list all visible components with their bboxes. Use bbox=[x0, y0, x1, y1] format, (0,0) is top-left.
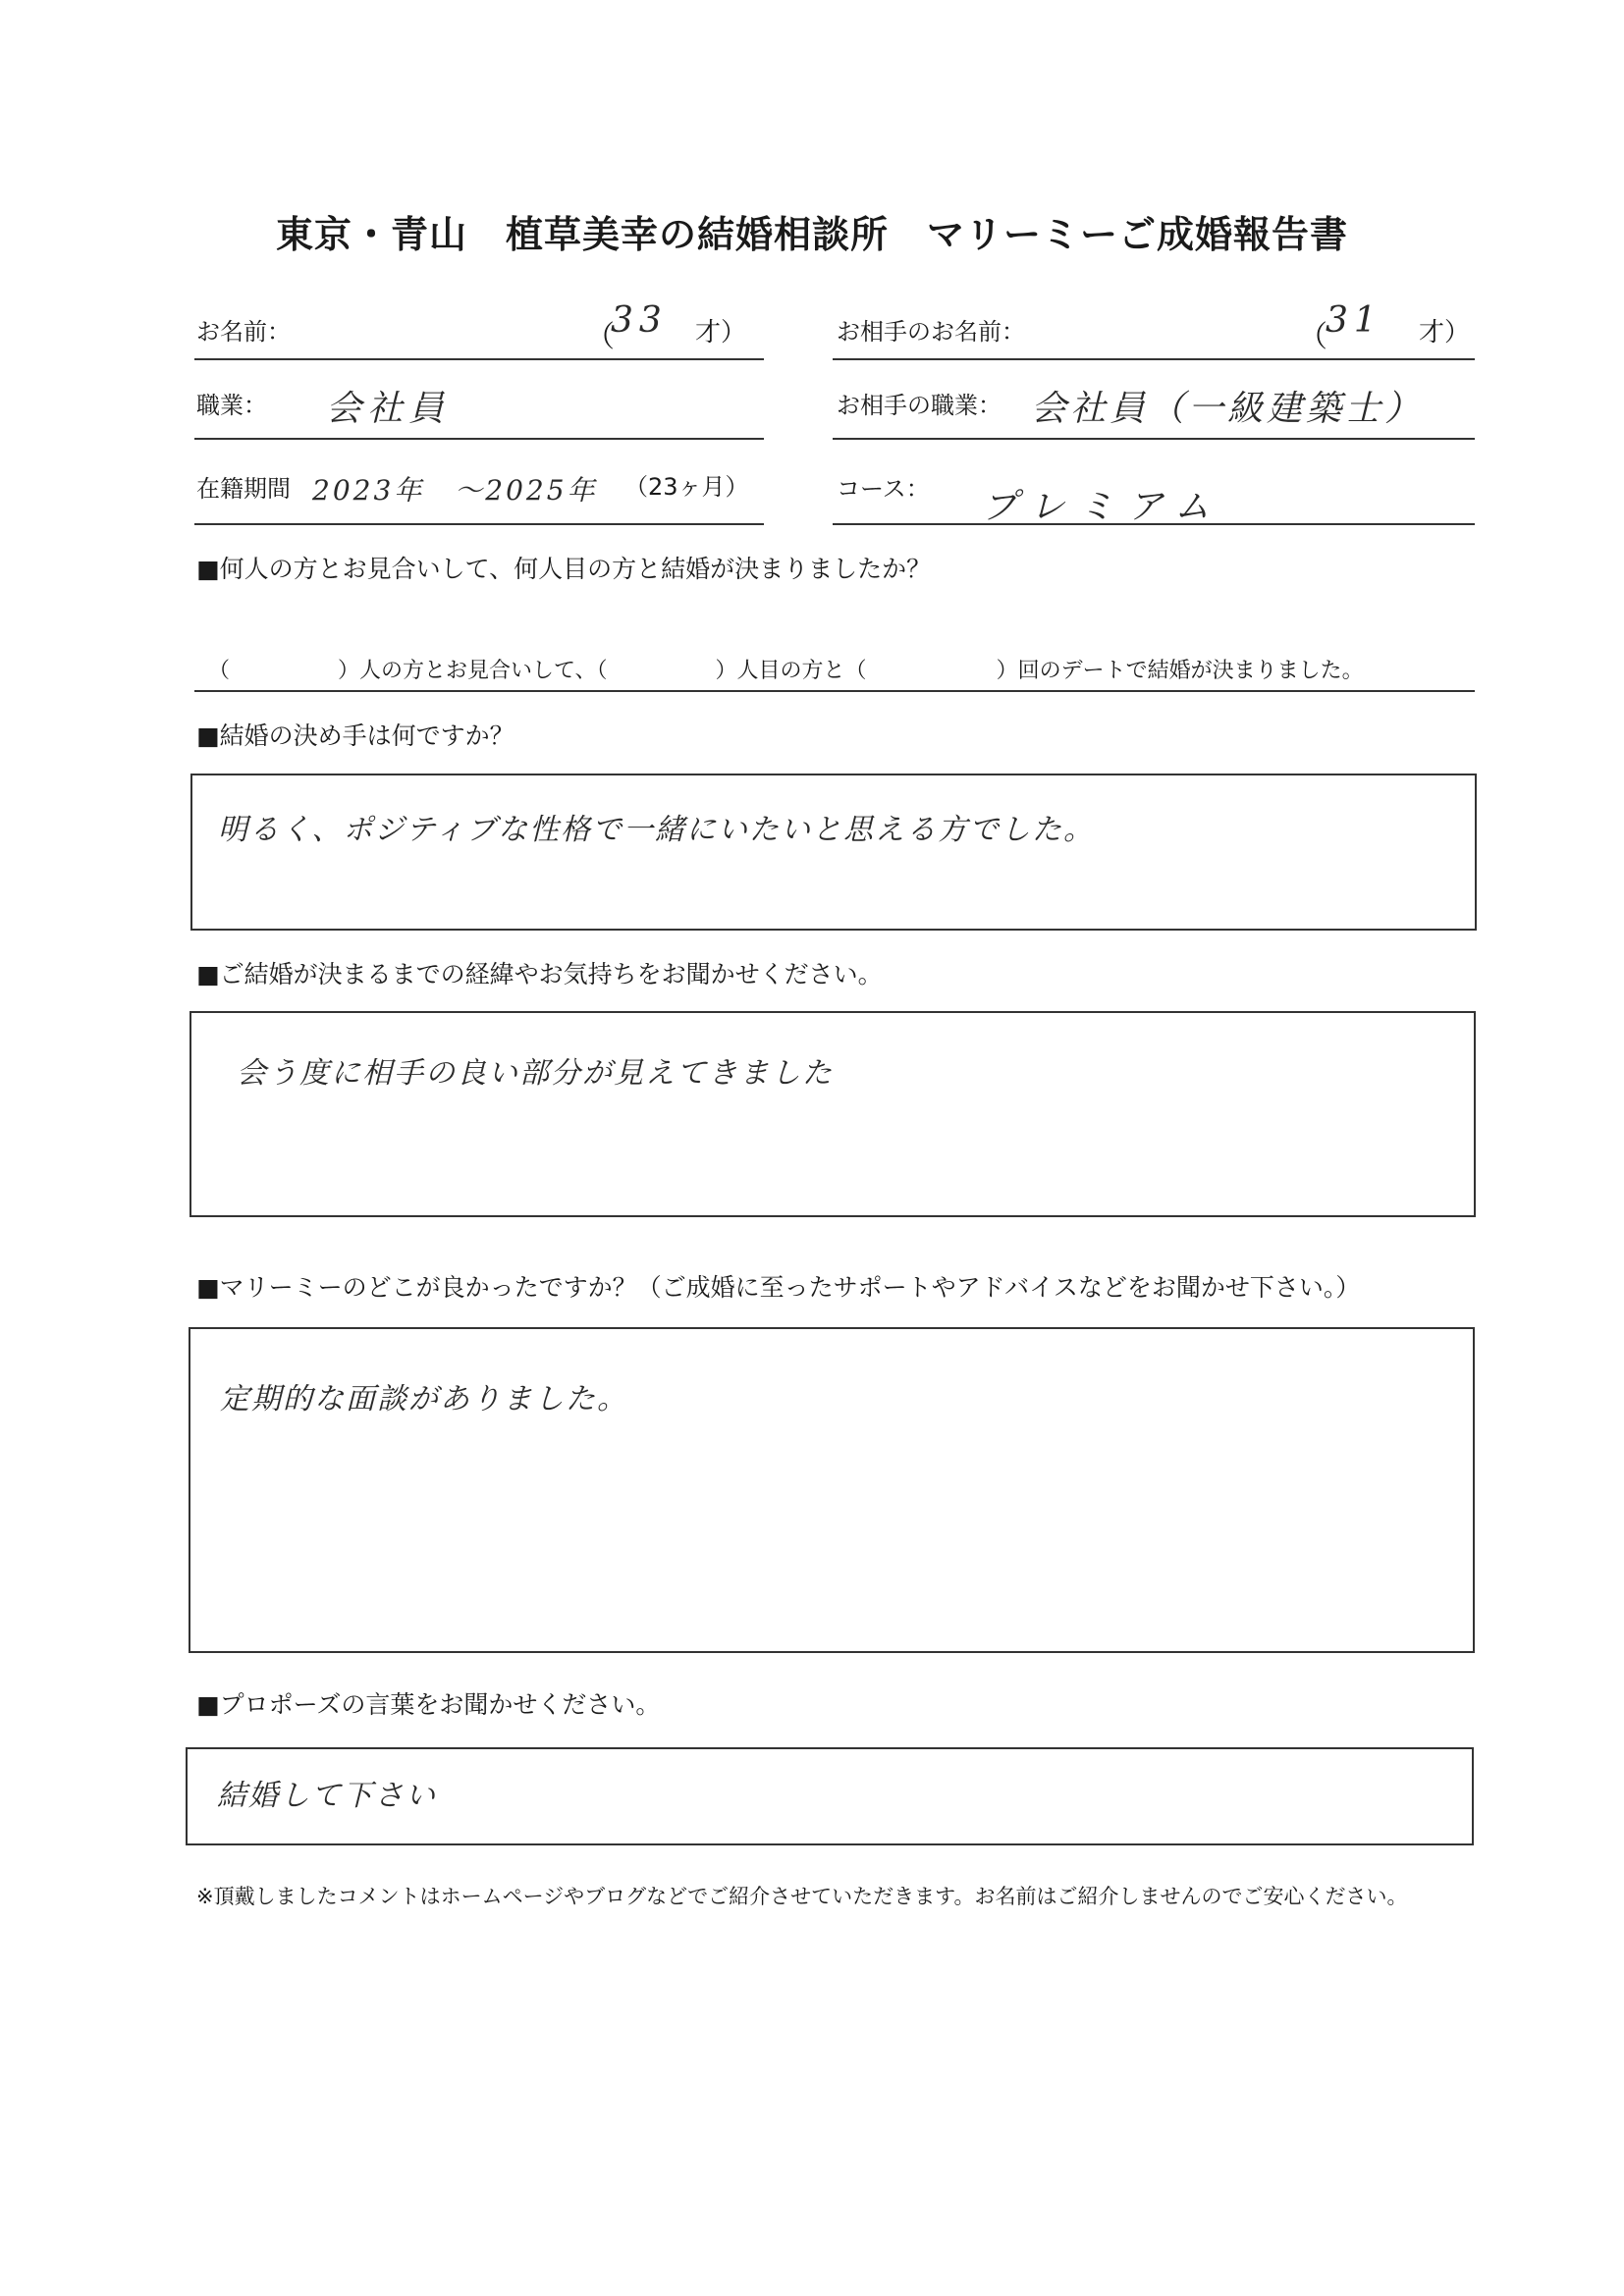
question-3-answer-box bbox=[189, 1011, 1476, 1217]
partner-job-label: お相手の職業： bbox=[837, 392, 1001, 419]
question-2-answer: 明るく、ポジティブな性格で一緒にいたいと思える方でした。 bbox=[218, 813, 1095, 847]
question-1: ■何人の方とお見合いして、何人目の方と結婚が決まりましたか？ bbox=[196, 555, 932, 583]
question-1-answer-line: （ ）人の方とお見合いして、（ ）人目の方と（ ）回のデートで結婚が決まりました。 bbox=[208, 659, 1364, 683]
question-1-underline bbox=[194, 690, 1475, 692]
partner-age-value: 31 bbox=[1326, 300, 1382, 341]
age-open: （ bbox=[585, 320, 615, 354]
name-underline bbox=[194, 358, 764, 360]
age-value: 33 bbox=[611, 300, 668, 341]
question-5-answer: 結婚して下さい bbox=[217, 1779, 437, 1813]
question-2: ■結婚の決め手は何ですか？ bbox=[196, 721, 514, 750]
document-title: 東京・青山 植草美幸の結婚相談所 マリーミーご成婚報告書 bbox=[275, 213, 1348, 256]
question-5: ■プロポーズの言葉をお聞かせください。 bbox=[196, 1690, 661, 1719]
question-3: ■ご結婚が決まるまでの経緯やお気持ちをお聞かせください。 bbox=[196, 960, 883, 988]
question-5-answer-box bbox=[186, 1747, 1474, 1845]
partner-age-close: 才） bbox=[1419, 318, 1471, 347]
partner-name-underline bbox=[833, 358, 1475, 360]
job-underline bbox=[194, 438, 764, 440]
course-value: プレミアム bbox=[982, 487, 1224, 527]
question-4-answer-box bbox=[189, 1327, 1475, 1653]
partner-job-underline bbox=[833, 438, 1475, 440]
period-underline bbox=[194, 523, 764, 525]
job-label: 職業： bbox=[196, 392, 267, 419]
course-label: コース： bbox=[837, 475, 930, 503]
partner-name-label: お相手のお名前： bbox=[837, 318, 1025, 346]
course-underline bbox=[833, 523, 1475, 525]
question-2-answer-box bbox=[190, 774, 1477, 931]
question-3-answer: 会う度に相手の良い部分が見えてきました bbox=[237, 1056, 834, 1091]
period-value: 2023年 〜2025年 bbox=[312, 474, 598, 507]
period-label: 在籍期間 bbox=[196, 475, 291, 503]
question-4-answer: 定期的な面談がありました。 bbox=[220, 1382, 628, 1416]
job-value: 会社員 bbox=[326, 389, 451, 429]
question-4: ■マリーミーのどこが良かったですか？（ご成婚に至ったサポートやアドバイスなどをお聞かせ下さい。） bbox=[196, 1273, 1361, 1302]
period-months: （23ヶ月） bbox=[624, 473, 749, 501]
partner-job-value: 会社員（一級建築士） bbox=[1031, 389, 1425, 429]
name-label: お名前： bbox=[196, 318, 291, 346]
age-close: 才） bbox=[695, 318, 747, 347]
partner-age-open: （ bbox=[1298, 320, 1327, 354]
footer-note: ※頂戴しましたコメントはホームページやブログなどでご紹介させていただきます。お名前はご紹介しませんのでご安心ください。 bbox=[196, 1885, 1408, 1908]
